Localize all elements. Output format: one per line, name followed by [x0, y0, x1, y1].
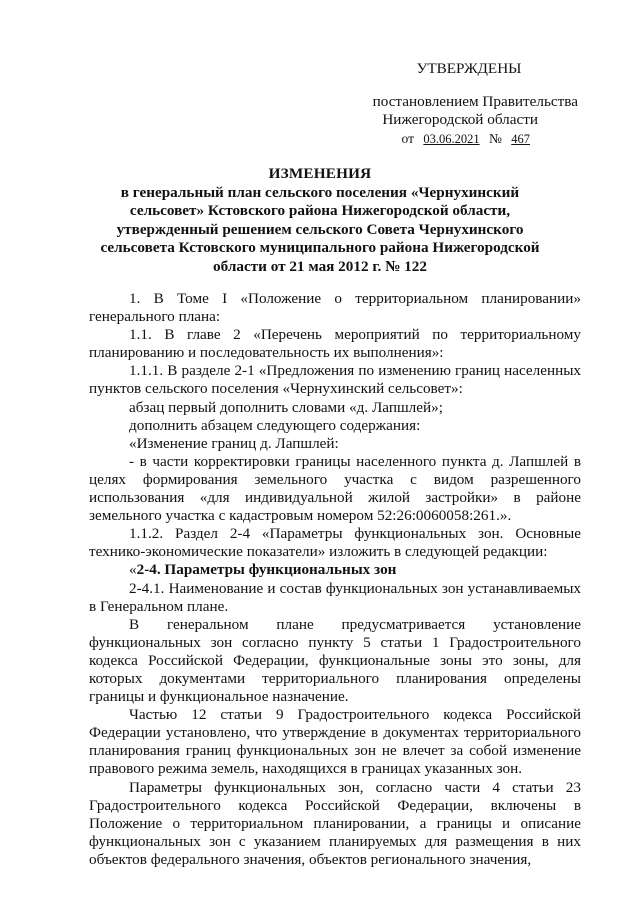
- heading-title: ИЗМЕНЕНИЯ: [268, 165, 372, 182]
- approval-number-label: №: [488, 130, 502, 146]
- body-paragraph: абзац первый дополнить словами «д. Лапшлей»;: [129, 398, 443, 416]
- approval-date-line: [340, 130, 580, 149]
- body-paragraph: - в части корректировки границы населенного пункта д. Лапшлей в целях формирования земельного участка с видом разрешенного использования «для индивидуальной жилой застройки» в районе земельного участка с кадастровым номером 52:26:0060058:261.».: [89, 452, 581, 525]
- document-heading: [100, 165, 540, 277]
- body-paragraph: «Изменение границ д. Лапшлей:: [129, 434, 339, 452]
- approval-block: [340, 60, 580, 148]
- body-paragraph: 1.1. В главе 2 «Перечень мероприятий по территориальному планированию и последовательность их выполнения»:: [89, 326, 581, 362]
- approval-decree-line: постановлением Правительства: [372, 92, 578, 110]
- document-body: [89, 290, 581, 869]
- body-paragraph: дополнить абзацем следующего содержания:: [129, 416, 421, 434]
- approval-number: 467: [511, 131, 530, 146]
- heading-subtitle-line: в генеральный план сельского поселения «Чернухинский: [120, 183, 520, 201]
- approval-region-line: Нижегородской области: [382, 111, 538, 128]
- body-paragraph: Частью 12 статьи 9 Градостроительного кодекса Российской Федерации установлено, что утверждение в документах территориального планирования границ функциональных зон не влечет за собой изменение правового режима земель, находящихся в границах указанных зон.: [89, 706, 581, 778]
- body-paragraph: 2-4.1. Наименование и состав функциональных зон устанавливаемых в Генеральном плане.: [89, 579, 581, 615]
- body-paragraph: В генеральном плане предусматривается установление функциональных зон согласно пункту 5 статьи 1 Градостроительного кодекса Российской Федерации, функциональные зоны это зоны, для которых документами территориального планирования определены границы и функциональное назначение.: [89, 615, 581, 706]
- heading-subtitle-line: сельсовет» Кстовского района Нижегородской области,: [129, 202, 511, 220]
- body-paragraph: 1.1.2. Раздел 2-4 «Параметры функциональных зон. Основные технико-экономические показатели» изложить в следующей редакции:: [89, 525, 581, 561]
- section-heading-quote: «: [129, 561, 137, 579]
- approval-title: УТВЕРЖДЕНЫ: [416, 60, 522, 77]
- approval-date: 03.06.2021: [423, 131, 480, 146]
- section-heading: 2-4. Параметры функциональных зон: [136, 561, 397, 579]
- section-heading-paragraph: [89, 561, 581, 579]
- heading-subtitle-line: утвержденный решением сельского Совета Чернухинского: [116, 220, 524, 238]
- heading-subtitle-line: области от 21 мая 2012 г. № 122: [213, 257, 427, 275]
- body-paragraph: Параметры функциональных зон, согласно части 4 статьи 23 Градостроительного кодекса Российской Федерации, включены в Положение о территориальном планировании, а границы и описание функциональных зон с указанием планируемых для размещения в них объектов федерального значения, объектов регионального значения,: [89, 778, 581, 868]
- body-paragraph: 1.1.1. В разделе 2-1 «Предложения по изменению границ населенных пунктов сельского поселения «Чернухинский сельсовет»:: [89, 362, 581, 398]
- body-paragraph: 1. В Томе I «Положение о территориальном планировании» генерального плана:: [89, 290, 581, 326]
- approval-from-label: от: [401, 130, 414, 146]
- heading-subtitle-line: сельсовета Кстовского муниципального района Нижегородской: [100, 239, 540, 257]
